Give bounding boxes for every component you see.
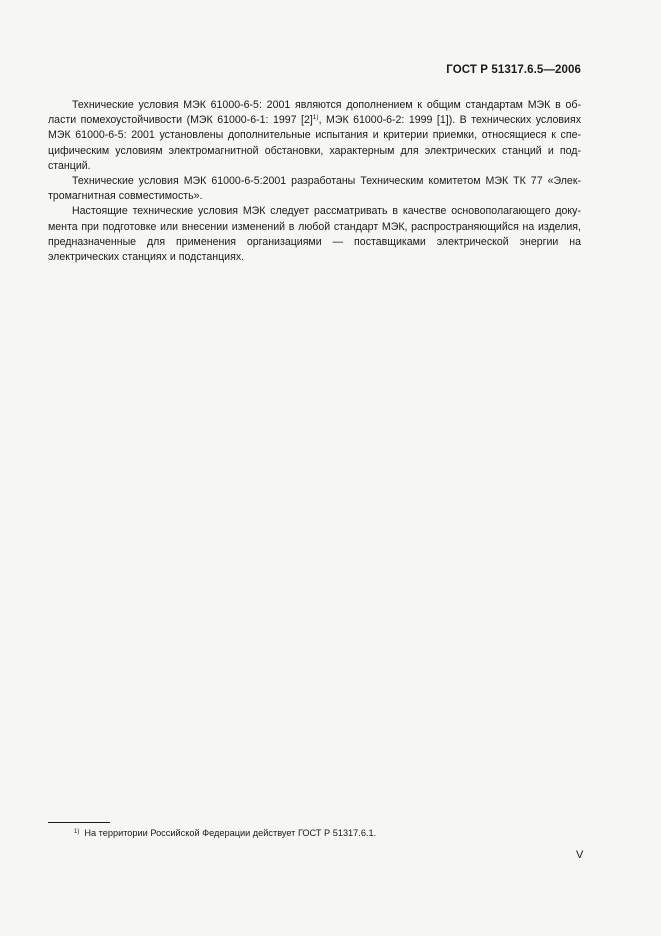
footnote-text: На территории Российской Федерации действует ГОСТ Р 51317.6.1. [84, 828, 377, 838]
paragraph-3: Настоящие технические условия МЭК следует рассматривать в качестве основополагающего документа при подготовке или внесении изменений в любой стандарт МЭК, распространяющийся на изделия, предназначенные для применения организациями — поставщиками электрической энергии на электрических станциях и подстанциях. [48, 205, 581, 264]
footnote [74, 827, 376, 840]
document-header: ГОСТ Р 51317.6.5—2006 [446, 64, 581, 76]
footnote-marker: 1) [74, 829, 80, 835]
footnote-reference: 1) [312, 114, 319, 122]
paragraph-2: Технические условия МЭК 61000-6-5:2001 разработаны Техническим комитетом МЭК ТК 77 «Электромагнитная совместимость». [48, 175, 581, 203]
page-number: V [576, 849, 584, 861]
paragraph-1-part-a: Технические условия МЭК 61000-6-5: 2001 являются дополнением к общим стандартам МЭК в области помехоустойчивости (МЭК 61000-6-1: 1997 [2] [48, 99, 581, 127]
paragraph-1-part-b: , МЭК 61000-6-2: 1999 [1]). В технических условиях МЭК 61000-6-5: 2001 установлены дополнительные испытания и критерии приемки, относящиеся к специфическим условиям электромагнитной обстановки, характерным для электрических станций и подстанций. [48, 114, 581, 172]
paragraph-1 [48, 98, 581, 174]
body-text [48, 98, 581, 265]
footnote-separator [48, 822, 110, 823]
